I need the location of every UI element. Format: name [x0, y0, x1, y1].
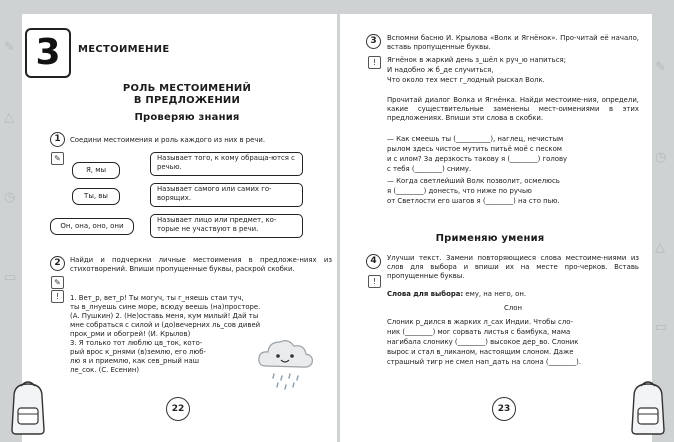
task-4-text: Улучши текст. Замени повторяющиеся слова местоиме-ниями из слов для выбора и впиши их на месте про-черков. Вставь пропущенные буквы. — [387, 254, 639, 280]
poem-line: 3. Я только тот люблю цв_ток, кото- — [70, 339, 203, 347]
pronoun-2[interactable]: Ты, вы — [72, 188, 120, 205]
role-3[interactable]: Называет лицо или предмет, ко-торые не участвуют в речи. — [150, 214, 303, 238]
dialog-line: рылом здесь чистое мутить питьё моё с песком — [387, 145, 562, 153]
poem-line: ты в_лнуешь сине море, всюду веешь (на)просторе. — [70, 303, 261, 311]
fable-line: Что около тех мест г_лодный рыскал Волк. — [387, 76, 545, 84]
pencil-icon: ✎ — [51, 276, 64, 289]
task-1-text: Соедини местоимения и роль каждого из них в речи. — [70, 136, 266, 144]
poem-line: прок_рми и обогрей! (И. Крылов) — [70, 330, 191, 338]
exclamation-icon: ! — [368, 275, 381, 288]
clock-doodle-icon: ◷ — [4, 190, 16, 205]
backpack-illustration — [6, 378, 50, 436]
dialog-line: с тебя (________) сниму. — [387, 165, 472, 173]
chapter-title: МЕСТОИМЕНИЕ — [78, 44, 170, 55]
heading-line-1: РОЛЬ МЕСТОИМЕНИЙ — [122, 83, 252, 94]
poem-line: 1. Вет_р, вет_р! Ты могуч, ты г_няешь стаи туч, — [70, 294, 244, 302]
story-line: Слоник р_дился в жарких л_сах Индии. Чтобы сло- — [387, 318, 573, 326]
section-heading: Применяю умения — [435, 233, 545, 244]
pencil-doodle-icon: ✎ — [655, 60, 666, 75]
clock-doodle-icon: ◷ — [655, 150, 667, 165]
story-line: страшный тигр не смел нап_дать на слона (________). — [387, 358, 582, 366]
backpack-illustration — [626, 378, 670, 436]
choice-label: Слова для выбора: — [387, 290, 464, 298]
task-3-number: 3 — [366, 34, 381, 49]
dialog-line: от Светлости его шагов я (________) на сто пью. — [387, 197, 560, 205]
fable-line: И надобно ж б_де случиться, — [387, 66, 494, 74]
exclamation-icon: ! — [51, 290, 64, 303]
task-2-text: Найди и подчеркни личные местоимения в предложе-ниях из стихотворений. Впиши пропущенные буквы, раскрой скобки. — [70, 256, 332, 273]
dialog-line: — Как смеешь ты (__________), наглец, нечистым — [387, 135, 564, 143]
heading-line-2: В ПРЕДЛОЖЕНИИ — [133, 95, 241, 106]
task-2-number: 2 — [50, 256, 65, 271]
book-doodle-icon: ▭ — [4, 270, 17, 285]
page-number-left: 22 — [166, 397, 190, 421]
exclamation-icon: ! — [368, 56, 381, 69]
dialog-line: и с илом? За дерзкость такову я (________) голову — [387, 155, 568, 163]
choice-words-line — [387, 290, 639, 299]
ruler-doodle-icon: △ — [655, 240, 665, 255]
poem-line: мне собраться с силой и (до)вечерних ль_сов дивей — [70, 321, 261, 329]
dialog-line: я (________) донесть, что ниже по ручью — [387, 187, 532, 195]
fable-line: Ягнёнок в жаркий день з_шёл к руч_ю напиться; — [387, 56, 566, 64]
poem-line: рый врос к_рнями (в)землю, его люб- — [70, 348, 206, 356]
choice-words: ему, на него, он. — [465, 290, 527, 298]
task-3-instruction: Прочитай диалог Волка и Ягнёнка. Найди местоиме-ния, определи, какие существительные заменены мест-оимениями в этих предложениях. Впиши эти слова в скобки. — [387, 96, 639, 122]
poem-line: ле_сок. (С. Есенин) — [70, 366, 140, 374]
task-4-number: 4 — [366, 254, 381, 269]
chapter-number-badge: 3 — [25, 28, 71, 78]
story-line: нагибала слонику (________) высокое дер_во. Слоник — [387, 338, 579, 346]
ruler-doodle-icon: △ — [4, 110, 14, 125]
poem-line: (А. Пушкин) 2. (Не)оставь меня, кум милый! Дай ты — [70, 312, 259, 320]
pencil-doodle-icon: ✎ — [4, 40, 15, 55]
pronoun-3[interactable]: Он, она, оно, они — [50, 218, 134, 235]
story-line: ник (________) мог сорвать листья с бамбука, мама — [387, 328, 571, 336]
task-1-number: 1 — [50, 132, 65, 147]
rain-cloud-illustration — [254, 330, 318, 392]
poem-line: лю я и приемлю, как сев_рный наш — [70, 357, 200, 365]
story-title: Слон — [504, 304, 522, 312]
role-1[interactable]: Называет того, к кому обраща-ются с речью. — [150, 152, 303, 176]
book-doodle-icon: ▭ — [655, 320, 668, 335]
role-2[interactable]: Называет самого или самих го-ворящих. — [150, 183, 303, 207]
task-3-text: Вспомни басню И. Крылова «Волк и Ягнёнок». Про-читай её начало, вставь пропущенные буквы. — [387, 34, 639, 51]
pronoun-1[interactable]: Я, мы — [72, 162, 120, 179]
subheading: Проверяю знания — [134, 112, 240, 123]
page-number-right: 23 — [492, 397, 516, 421]
dialog-line: — Когда светлейший Волк позволит, осмелюсь — [387, 177, 560, 185]
pencil-icon: ✎ — [51, 152, 64, 165]
story-line: вырос и стал в_ликаном, настоящим слоном. Даже — [387, 348, 574, 356]
